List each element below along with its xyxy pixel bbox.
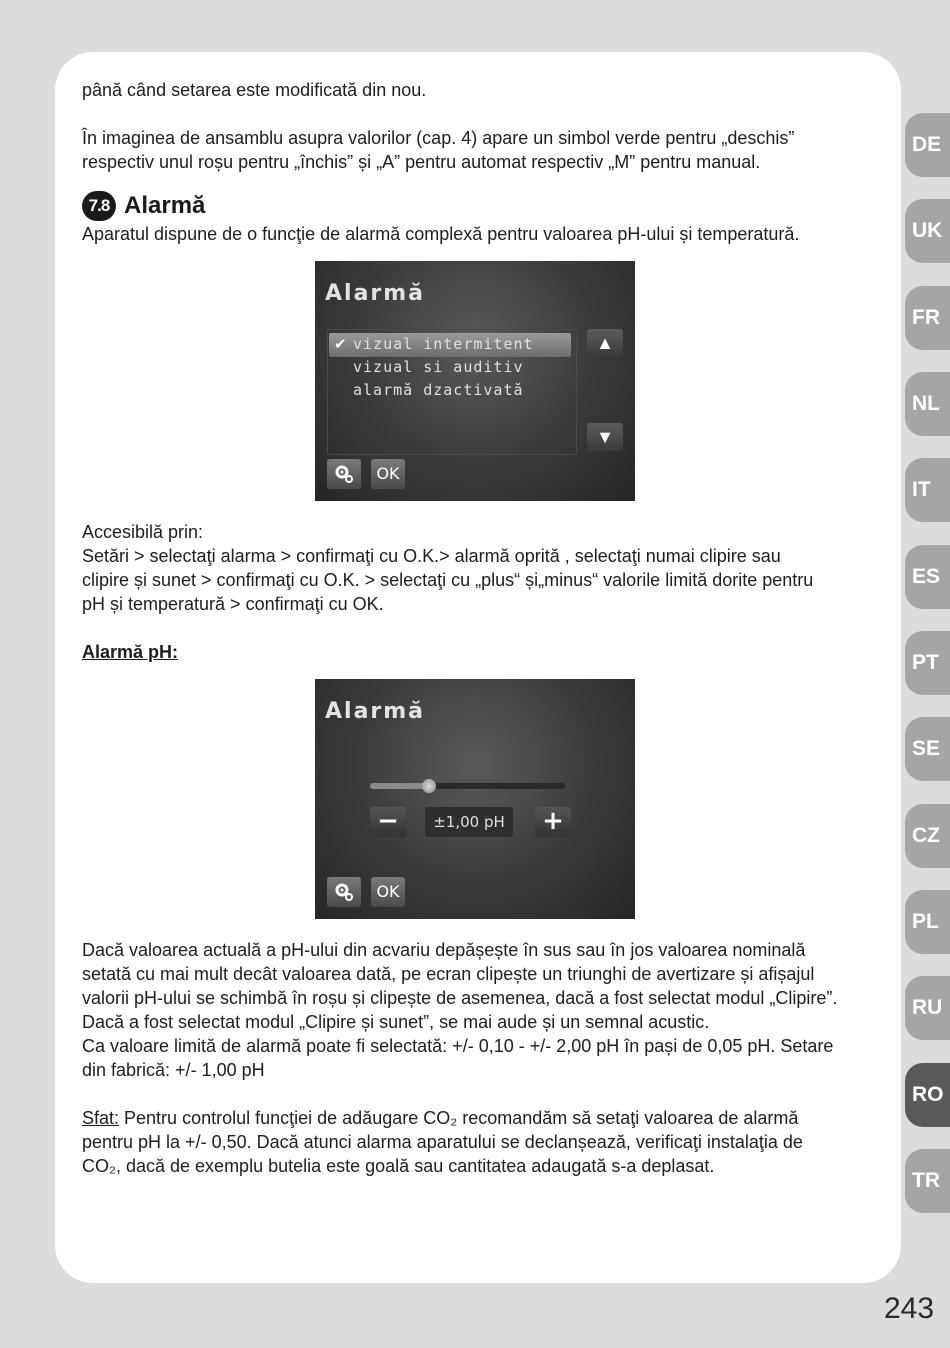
tip-line3: CO₂, dacă de exemplu butelia este goală sau cantitatea adaugată s-a deplasat. bbox=[82, 1156, 715, 1176]
access-path-line2: clipire și sunet > confirmaţi cu O.K. > selectaţi cu „plus“ și„minus“ valorile limită dorite pentru bbox=[82, 570, 814, 590]
body-line1: Dacă valoarea actuală a pH-ului din acvariu depășește în sus sau în jos valoarea nominală bbox=[82, 940, 806, 960]
tab-pl[interactable]: PL bbox=[905, 890, 950, 954]
tab-es[interactable]: ES bbox=[905, 545, 950, 609]
ok-button[interactable]: OK bbox=[371, 877, 405, 907]
tab-nl[interactable]: NL bbox=[905, 372, 950, 436]
ph-alarm-screenshot bbox=[315, 679, 635, 919]
scroll-up-button[interactable] bbox=[587, 329, 623, 357]
tip-label: Sfat: bbox=[82, 1108, 120, 1128]
tab-uk[interactable]: UK bbox=[905, 199, 950, 263]
screen-title: Alarmă bbox=[325, 281, 426, 306]
tab-fr[interactable]: FR bbox=[905, 286, 950, 350]
ph-alarm-heading: Alarmă pH: bbox=[82, 642, 179, 662]
scroll-down-button[interactable] bbox=[587, 423, 623, 451]
check-icon: ✔ bbox=[334, 336, 347, 353]
section-number-badge: 7.8 bbox=[82, 191, 116, 221]
arrow-down-icon: ▼ bbox=[596, 427, 614, 447]
access-label: Accesibilă prin: bbox=[82, 522, 204, 542]
arrow-up-icon: ▲ bbox=[596, 333, 614, 353]
section-title: Alarmă bbox=[124, 192, 206, 219]
slider-fill bbox=[370, 783, 429, 789]
tab-de[interactable]: DE bbox=[905, 113, 950, 177]
body-line4: Dacă a fost selectat modul „Clipire și sunet”, se mai aude și un semnal acustic. bbox=[82, 1012, 710, 1032]
page-number: 243 bbox=[884, 1292, 935, 1325]
option-visual-blinking[interactable]: vizual intermitent bbox=[353, 335, 534, 353]
paragraph-overview-line2: respectiv unul roșu pentru „închis” și „A” pentru automat respectiv „M” pentru manual. bbox=[82, 152, 761, 172]
section-intro: Aparatul dispune de o funcţie de alarmă complexă pentru valoarea pH-ului și temperatură. bbox=[82, 224, 800, 244]
settings-button[interactable] bbox=[327, 877, 361, 907]
section-heading bbox=[82, 191, 205, 221]
slider-knob[interactable] bbox=[422, 779, 436, 793]
gear-icon bbox=[333, 881, 355, 903]
ok-button[interactable]: OK bbox=[371, 459, 405, 489]
option-visual-audio[interactable]: vizual si auditiv bbox=[353, 358, 524, 376]
tab-cz[interactable]: CZ bbox=[905, 804, 950, 868]
alarm-mode-screenshot bbox=[315, 261, 635, 501]
body-line3: valorii pH-ului se schimbă în roșu și clipește de asemenea, dacă a fost selectat modul „Clipire”. bbox=[82, 988, 838, 1008]
access-path-line1: Setări > selectaţi alarma > confirmaţi cu O.K.> alarmă oprită , selectaţi numai clipire sau bbox=[82, 546, 781, 566]
plus-button[interactable]: + bbox=[535, 807, 571, 837]
ph-limit-slider[interactable] bbox=[370, 783, 565, 789]
option-alarm-off[interactable]: alarmă dzactivată bbox=[353, 381, 524, 399]
gear-icon bbox=[333, 463, 355, 485]
tab-pt[interactable]: PT bbox=[905, 631, 950, 695]
minus-button[interactable]: − bbox=[370, 807, 406, 837]
paragraph-overview-line1: În imaginea de ansamblu asupra valorilor (cap. 4) apare un simbol verde pentru „deschis” bbox=[82, 128, 795, 148]
tip-line2: pentru pH la +/- 0,50. Dacă atunci alarma aparatului se declanșează, verificaţi instalaţia de bbox=[82, 1132, 803, 1152]
body-line6: din fabrică: +/- 1,00 pH bbox=[82, 1060, 265, 1080]
body-line5: Ca valoare limită de alarmă poate fi selectată: +/- 0,10 - +/- 2,00 pH în pași de 0,05 pH. Setare bbox=[82, 1036, 834, 1056]
paragraph-continuation: până când setarea este modificată din nou. bbox=[82, 80, 427, 100]
tab-it[interactable]: IT bbox=[905, 458, 950, 522]
tab-se[interactable]: SE bbox=[905, 717, 950, 781]
tip-text: Pentru controlul funcţiei de adăugare CO₂ recomandăm să setaţi valoarea de alarmă bbox=[119, 1108, 799, 1128]
ph-limit-value: ±1,00 pH bbox=[425, 807, 513, 837]
settings-button[interactable] bbox=[327, 459, 361, 489]
tip-line1 bbox=[82, 1106, 798, 1130]
tab-tr[interactable]: TR bbox=[905, 1149, 950, 1213]
tab-ru[interactable]: RU bbox=[905, 976, 950, 1040]
screen-title: Alarmă bbox=[325, 699, 426, 724]
access-path-line3: pH și temperatură > confirmaţi cu OK. bbox=[82, 594, 384, 614]
body-line2: setată cu mai mult decât valoarea dată, pe ecran clipește un triunghi de avertizare și afișajul bbox=[82, 964, 815, 984]
tab-ro[interactable]: RO bbox=[905, 1063, 950, 1127]
